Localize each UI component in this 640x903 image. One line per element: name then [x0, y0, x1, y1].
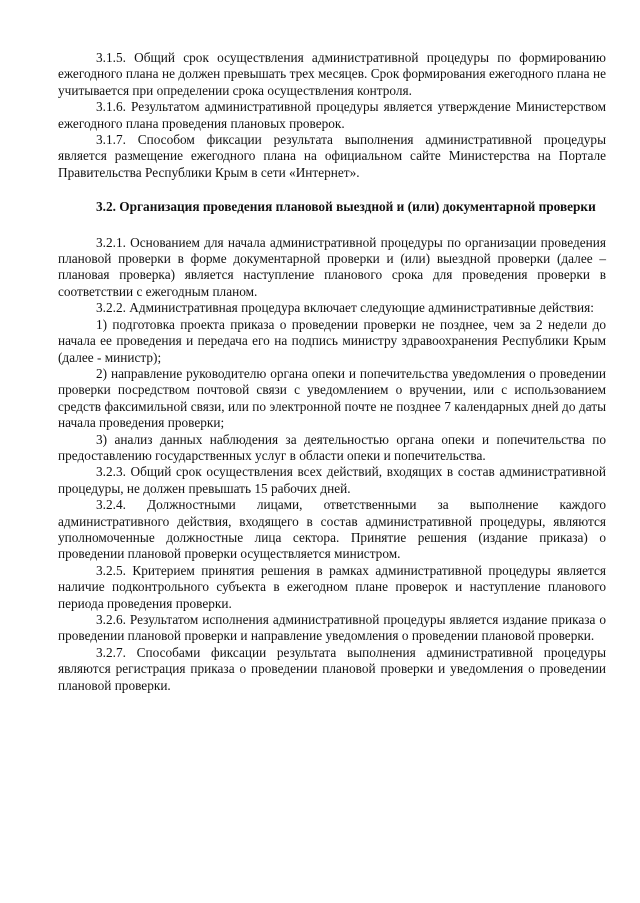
paragraph-3-1-5: 3.1.5. Общий срок осуществления административной процедуры по формированию ежегодного плана не должен превышать трех месяцев. Срок формирования ежегодного плана не учитывается при определении срока осуществления контроля. [58, 50, 606, 98]
section-title-3-2: 3.2. Организация проведения плановой выездной и (или) документарной проверки [96, 199, 596, 215]
paragraph-3-2-3: 3.2.3. Общий срок осуществления всех действий, входящих в состав административной процедуры, не должен превышать 15 рабочих дней. [58, 464, 606, 496]
paragraph-3-2-6: 3.2.6. Результатом исполнения административной процедуры является издание приказа о проведении плановой проверки и направление уведомления о проведении плановой проверки. [58, 612, 606, 644]
paragraph-3-2-7: 3.2.7. Способами фиксации результата выполнения административной процедуры являются регистрация приказа о проведении плановой проверки и уведомления о проведении плановой проверки. [58, 644, 606, 693]
document-page [58, 50, 606, 694]
paragraph-3-2-5: 3.2.5. Критерием принятия решения в рамках административной процедуры является наличие подконтрольного субъекта в ежегодном плане проверок и наступление планового периода проведения проверки. [58, 562, 606, 611]
paragraph-3-2-2: 3.2.2. Административная процедура включает следующие административные действия: [96, 300, 594, 316]
paragraph-3-2-1: 3.2.1. Основанием для начала административной процедуры по организации проведения плановой проверки в форме документарной проверки и (или) выездной проверки (далее – плановая проверка) является наступление планового срока для проведения проверки в соответствии с ежегодным планом. [58, 234, 606, 299]
paragraph-3-1-6: 3.1.6. Результатом административной процедуры является утверждение Министерством ежегодного плана проведения плановых проверок. [58, 99, 606, 131]
paragraph-3-1-7: 3.1.7. Способом фиксации результата выполнения административной процедуры является размещение ежегодного плана на официальном сайте Министерства на Портале Правительства Республики Крым в сети «Интернет». [58, 132, 606, 180]
paragraph-3-2-4: 3.2.4. Должностными лицами, ответственными за выполнение каждого административного действия, входящего в состав административной процедуры, являются уполномоченные должностные лица сектора. Принятие решения (издание приказа) о проведении плановой проверки осуществляется министром. [58, 497, 606, 562]
action-item-1: 1) подготовка проекта приказа о проведении проверки не позднее, чем за 2 недели до начала ее проведения и передача его на подпись министру здравоохранения Республики Крым (далее - министр); [58, 316, 606, 365]
action-item-2: 2) направление руководителю органа опеки и попечительства уведомления о проведении проверки посредством почтовой связи с уведомлением о вручении, или с использованием средств факсимильной связи, или по электронной почте не позднее 7 календарных дней до даты начала проведения проверки; [58, 365, 606, 431]
action-item-3: 3) анализ данных наблюдения за деятельностью органа опеки и попечительства по предоставлению государственных услуг в области опеки и попечительства. [58, 431, 606, 463]
